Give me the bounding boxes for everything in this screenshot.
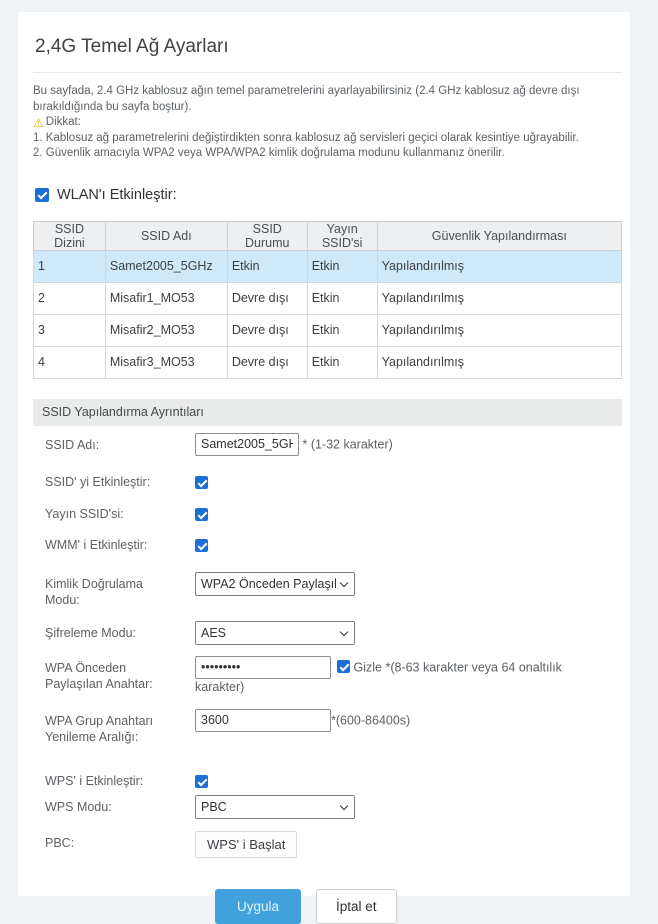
enable-wps-checkbox[interactable] [195, 775, 208, 788]
rekey-interval-input[interactable] [195, 709, 331, 732]
warning-icon: ⚠ [33, 115, 44, 130]
col-header-security: Güvenlik Yapılandırması [377, 221, 621, 250]
start-wps-button[interactable]: WPS' i Başlat [195, 831, 297, 858]
enable-ssid-checkbox[interactable] [195, 476, 208, 489]
caution-row [33, 115, 621, 131]
hide-password-label: Gizle [353, 660, 382, 674]
col-header-ssid-index: SSID Dizini [34, 221, 106, 250]
form-row-broadcast-ssid [45, 506, 630, 522]
cell-security: Yapılandırılmış [377, 282, 621, 314]
pbc-label: PBC: [45, 835, 75, 850]
table-row[interactable] [34, 346, 622, 378]
intro-description: Bu sayfada, 2.4 GHz kablosuz ağın temel parametrelerini ayarlayabilirsiniz (2.4 GHz kablosuz ağ devre dışı bırakıldığında bu sayfa boştur). [33, 85, 580, 113]
intro-note-1: 1. Kablosuz ağ parametrelerini değiştirdikten sonra kablosuz ağ servisleri geçici olarak kesintiye uğrayabilir. [33, 131, 579, 144]
cell-broadcast: Etkin [307, 282, 377, 314]
broadcast-ssid-label: Yayın SSID'si: [45, 506, 124, 521]
form-actions [215, 889, 630, 924]
col-header-ssid-name: SSID Adı [105, 221, 227, 250]
wlan-enable-checkbox[interactable] [35, 188, 49, 202]
intro-note-2: 2. Güvenlik amacıyla WPA2 veya WPA/WPA2 kimlik doğrulama modunu kullanmanız önerilir. [33, 147, 505, 159]
content-panel [18, 12, 630, 914]
form-row-pbc [45, 831, 630, 858]
form-row-wpa-key [45, 656, 630, 695]
broadcast-ssid-checkbox[interactable] [195, 508, 208, 521]
form-row-enable-wmm [45, 537, 630, 553]
wpa-key-label: WPA Önceden Paylaşılan Anahtar: [45, 660, 153, 691]
wlan-enable-row [35, 187, 630, 203]
wps-mode-select[interactable] [195, 795, 355, 819]
form-row-rekey-interval [45, 709, 630, 745]
encryption-mode-select[interactable] [195, 621, 355, 645]
ssid-name-label: SSID Adı: [45, 437, 100, 452]
cell-ssid-name: Misafir3_MO53 [105, 346, 227, 378]
form-row-enable-ssid [45, 474, 630, 490]
intro-text [33, 84, 621, 162]
form-row-ssid-name [45, 433, 630, 456]
rekey-interval-label: WPA Grup Anahtarı Yenileme Aralığı: [45, 713, 154, 744]
form-row-auth-mode [45, 572, 630, 608]
cell-broadcast: Etkin [307, 346, 377, 378]
wpa-key-hint-line2: karakter) [195, 679, 245, 694]
enable-ssid-label: SSID' yi Etkinleştir: [45, 474, 151, 489]
cell-security: Yapılandırılmış [377, 346, 621, 378]
cell-security: Yapılandırılmış [377, 314, 621, 346]
form-row-enable-wps [45, 773, 630, 789]
form-row-encryption-mode [45, 621, 630, 645]
cancel-button[interactable]: İptal et [316, 889, 397, 924]
hide-password-checkbox[interactable] [337, 660, 350, 673]
caution-label: Dikkat: [45, 116, 81, 128]
cell-ssid-status: Devre dışı [227, 346, 307, 378]
cell-ssid-name: Misafir2_MO53 [105, 314, 227, 346]
cell-ssid-index: 3 [34, 314, 106, 346]
col-header-broadcast: Yayın SSID'si [307, 221, 377, 250]
apply-button[interactable]: Uygula [215, 889, 301, 924]
enable-wmm-label: WMM' i Etkinleştir: [45, 537, 148, 552]
wpa-key-input[interactable] [195, 656, 331, 679]
cell-ssid-name: Misafir1_MO53 [105, 282, 227, 314]
rekey-interval-hint: *(600-86400s) [331, 713, 411, 727]
table-row[interactable] [34, 282, 622, 314]
table-row[interactable] [34, 314, 622, 346]
ssid-table-header-row [34, 221, 622, 250]
ssid-name-input[interactable] [195, 433, 299, 456]
cell-security: Yapılandırılmış [377, 250, 621, 282]
ssid-details-form [33, 433, 630, 924]
title-divider [33, 72, 622, 73]
auth-mode-select[interactable] [195, 572, 355, 596]
cell-ssid-index: 4 [34, 346, 106, 378]
cell-ssid-status: Etkin [227, 250, 307, 282]
cell-broadcast: Etkin [307, 314, 377, 346]
cell-ssid-status: Devre dışı [227, 314, 307, 346]
cell-ssid-status: Devre dışı [227, 282, 307, 314]
cell-ssid-index: 1 [34, 250, 106, 282]
ssid-table [33, 221, 622, 379]
wlan-enable-label: WLAN'ı Etkinleştir: [57, 186, 177, 203]
table-row[interactable] [34, 250, 622, 282]
ssid-name-hint: * (1-32 karakter) [302, 437, 393, 451]
cell-ssid-name: Samet2005_5GHz [105, 250, 227, 282]
cell-broadcast: Etkin [307, 250, 377, 282]
enable-wps-label: WPS' i Etkinleştir: [45, 773, 144, 788]
page-title: 2,4G Temel Ağ Ayarları [35, 36, 229, 57]
col-header-ssid-status: SSID Durumu [227, 221, 307, 250]
wps-mode-label: WPS Modu: [45, 799, 112, 814]
form-row-wps-mode [45, 795, 630, 819]
cell-ssid-index: 2 [34, 282, 106, 314]
auth-mode-label: Kimlik Doğrulama Modu: [45, 576, 143, 607]
enable-wmm-checkbox[interactable] [195, 539, 208, 552]
section-header-ssid-details: SSID Yapılandırma Ayrıntıları [33, 399, 622, 426]
encryption-mode-label: Şifreleme Modu: [45, 625, 137, 640]
wpa-key-hint-line1: *(8-63 karakter veya 64 onaltılık [385, 660, 562, 674]
